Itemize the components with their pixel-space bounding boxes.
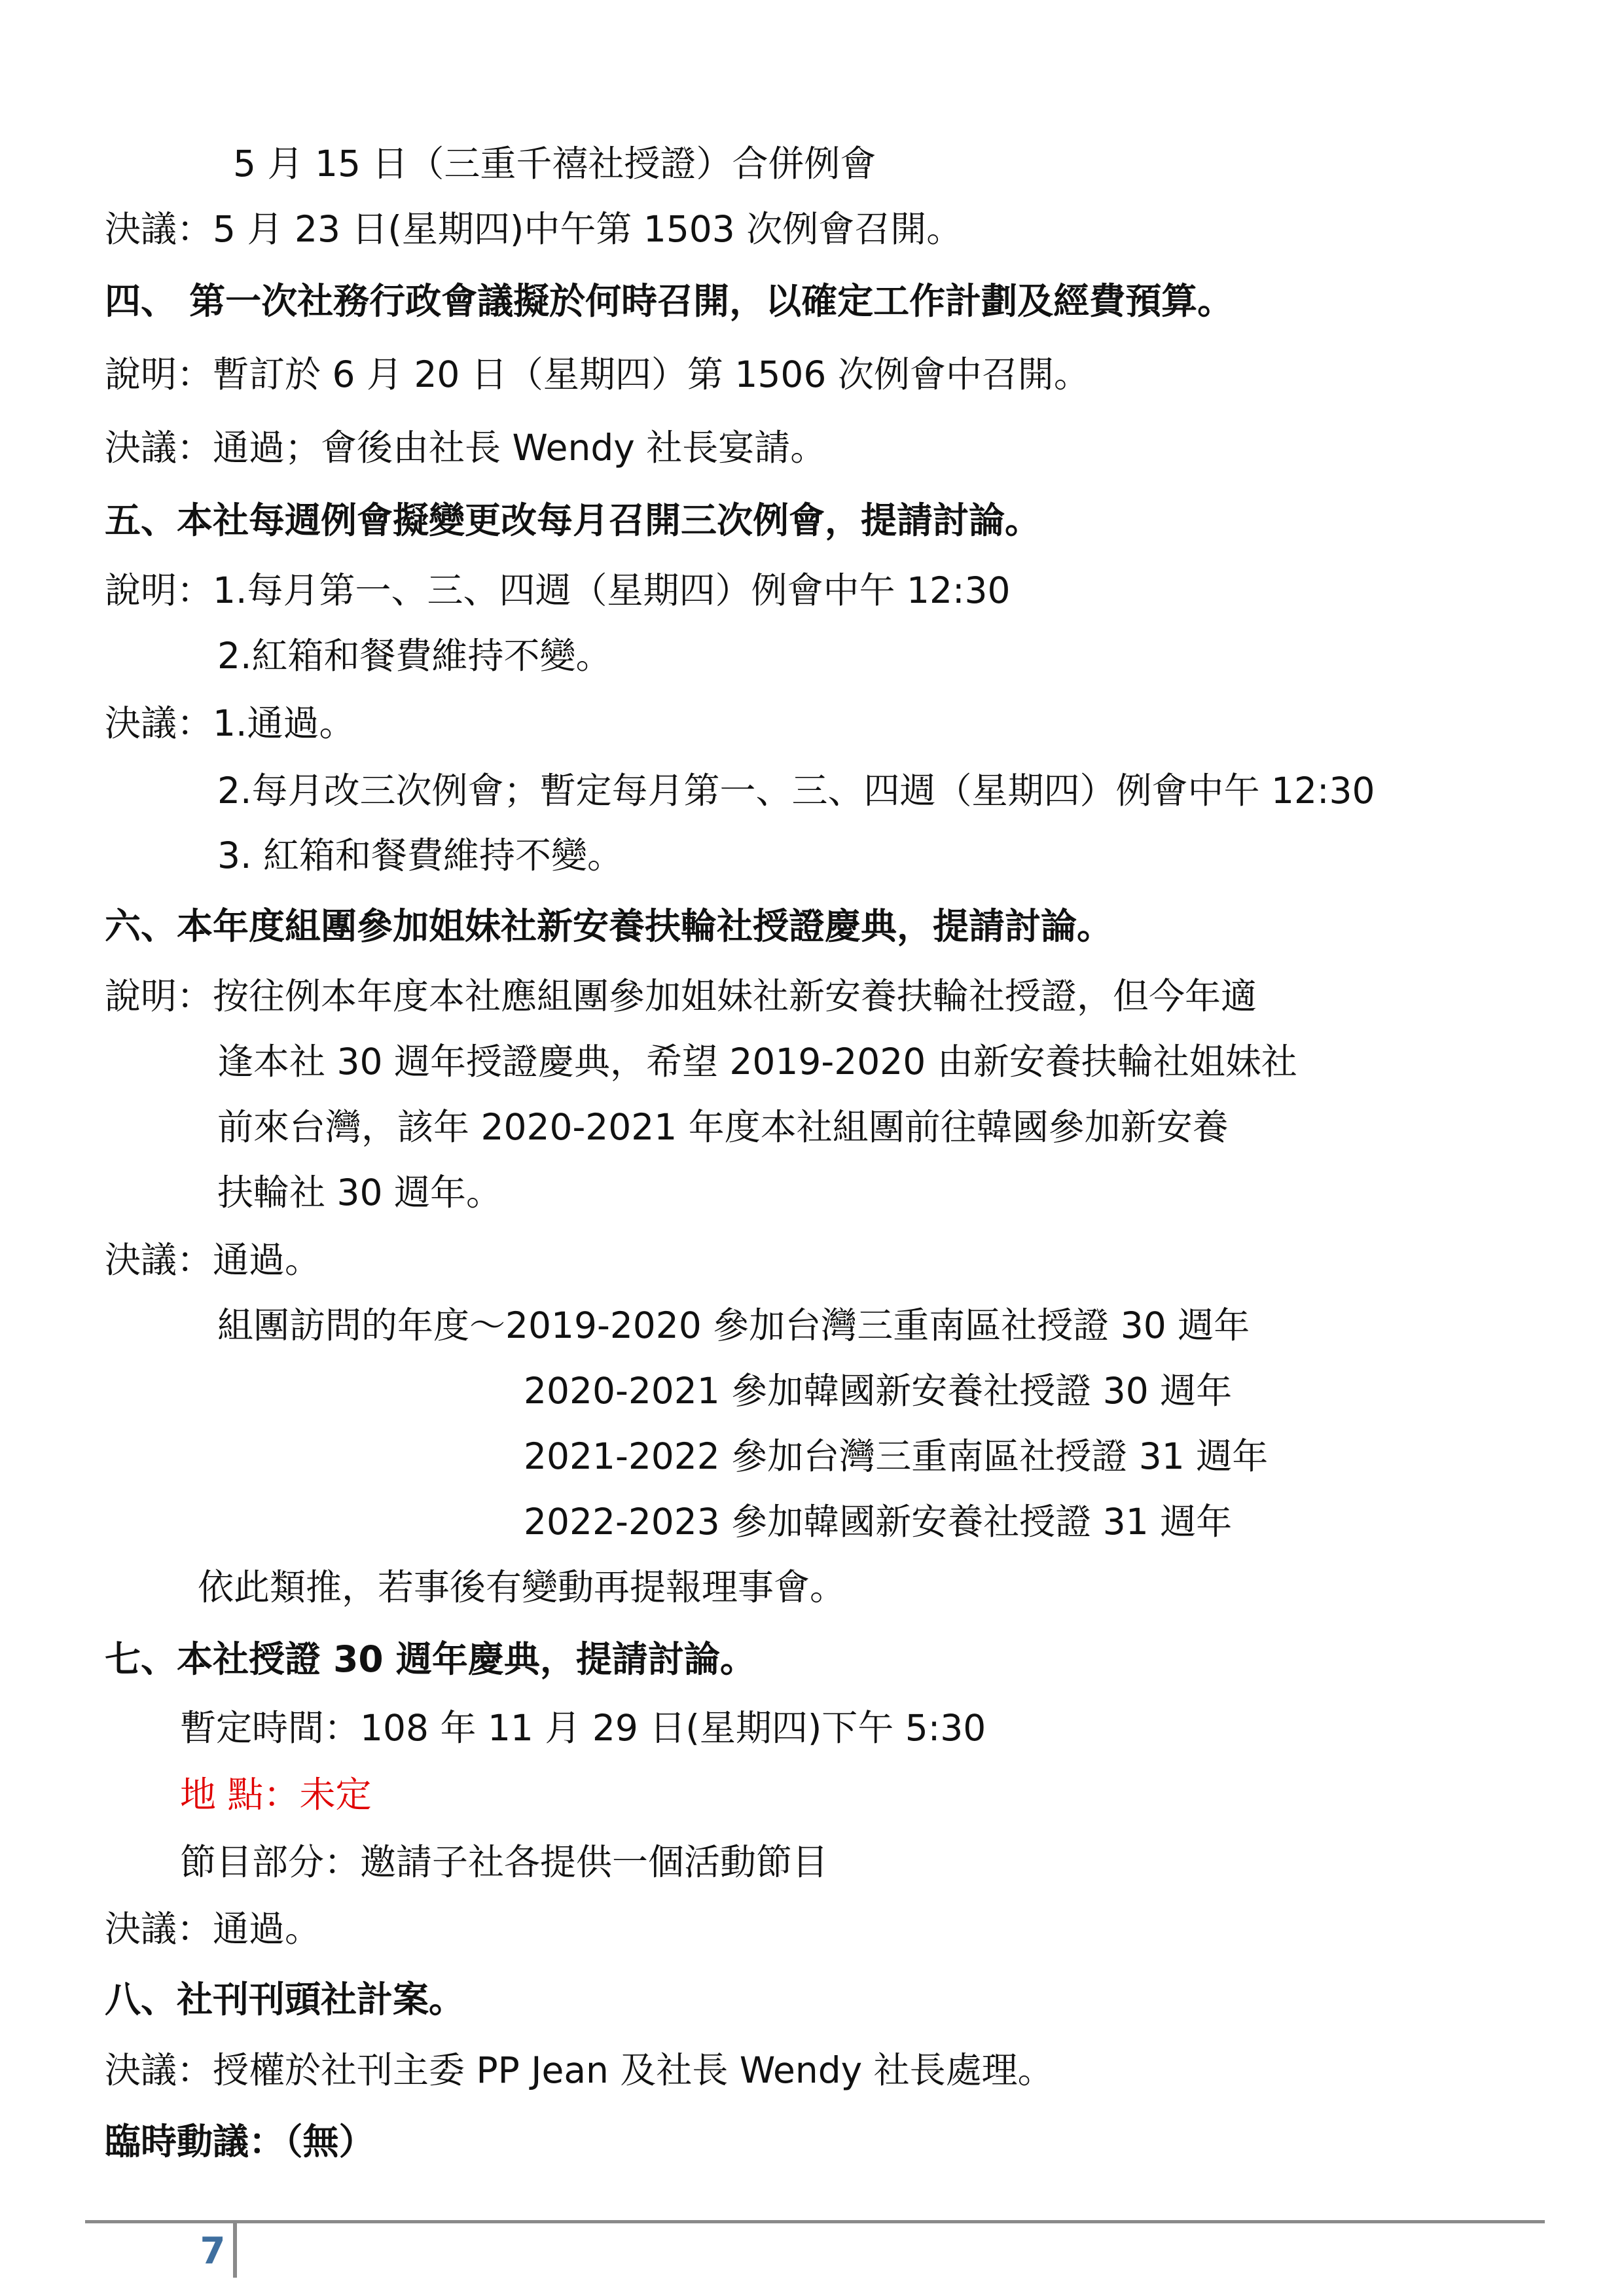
text-line: 決議：授權於社刊主委 PP Jean 及社長 Wendy 社長處理。 [105,2049,1054,2091]
text-line: 2.每月改三次例會；暫定每月第一、三、四週（星期四）例會中午 12:30 [217,770,1375,812]
text-line: 說明：按往例本年度本社應組團參加姐妹社新安養扶輪社授證，但今年適 [105,975,1257,1017]
text-line: 2022-2023 參加韓國新安養社授證 31 週年 [524,1501,1233,1543]
text-line: 3. 紅箱和餐費維持不變。 [217,834,623,876]
text-line: 組團訪問的年度～2019-2020 參加台灣三重南區社授證 30 週年 [217,1304,1250,1346]
location-line: 地 點：未定 [180,1774,372,1816]
text-line: 前來台灣，該年 2020-2021 年度本社組團前往韓國參加新安養 [217,1106,1229,1148]
section-heading-7: 七、本社授證 30 週年慶典，提請討論。 [105,1638,756,1680]
footer-divider [85,2220,1545,2223]
text-line: 說明：1.每月第一、三、四週（星期四）例會中午 12:30 [105,569,1011,611]
extempore-motion-heading: 臨時動議：（無） [105,2121,375,2162]
section-heading-4: 四、 第一次社務行政會議擬於何時召開，以確定工作計劃及經費預算。 [105,280,1234,322]
page-number-divider [233,2223,237,2278]
text-line: 2021-2022 參加台灣三重南區社授證 31 週年 [524,1435,1269,1477]
section-heading-5: 五、本社每週例會擬變更改每月召開三次例會，提請討論。 [105,499,1041,541]
text-line: 2020-2021 參加韓國新安養社授證 30 週年 [524,1370,1233,1412]
text-line: 說明：暫訂於 6 月 20 日（星期四）第 1506 次例會中召開。 [105,353,1090,395]
text-line: 5 月 15 日（三重千禧社授證）合併例會 [233,143,876,185]
section-heading-8: 八、社刊刊頭社計案。 [105,1979,465,2020]
text-line: 決議：通過。 [105,1239,321,1281]
text-line: 決議：1.通過。 [105,702,355,744]
text-line: 暫定時間：108 年 11 月 29 日(星期四)下午 5:30 [180,1707,986,1749]
text-line: 逢本社 30 週年授證慶典，希望 2019-2020 由新安養扶輪社姐妹社 [217,1041,1297,1083]
text-line: 決議：通過；會後由社長 Wendy 社長宴請。 [105,427,827,469]
page-number: 7 [200,2230,226,2272]
section-heading-6: 六、本年度組團參加姐妹社新安養扶輪社授證慶典，提請討論。 [105,905,1113,947]
text-line: 決議：通過。 [105,1908,321,1950]
text-line: 節目部分：邀請子社各提供一個活動節目 [180,1841,829,1883]
text-line: 扶輪社 30 週年。 [217,1172,502,1213]
text-line: 2.紅箱和餐費維持不變。 [217,635,612,677]
text-line: 決議：5 月 23 日(星期四)中午第 1503 次例會召開。 [105,208,963,250]
text-line: 依此類推，若事後有變動再提報理事會。 [198,1566,846,1608]
